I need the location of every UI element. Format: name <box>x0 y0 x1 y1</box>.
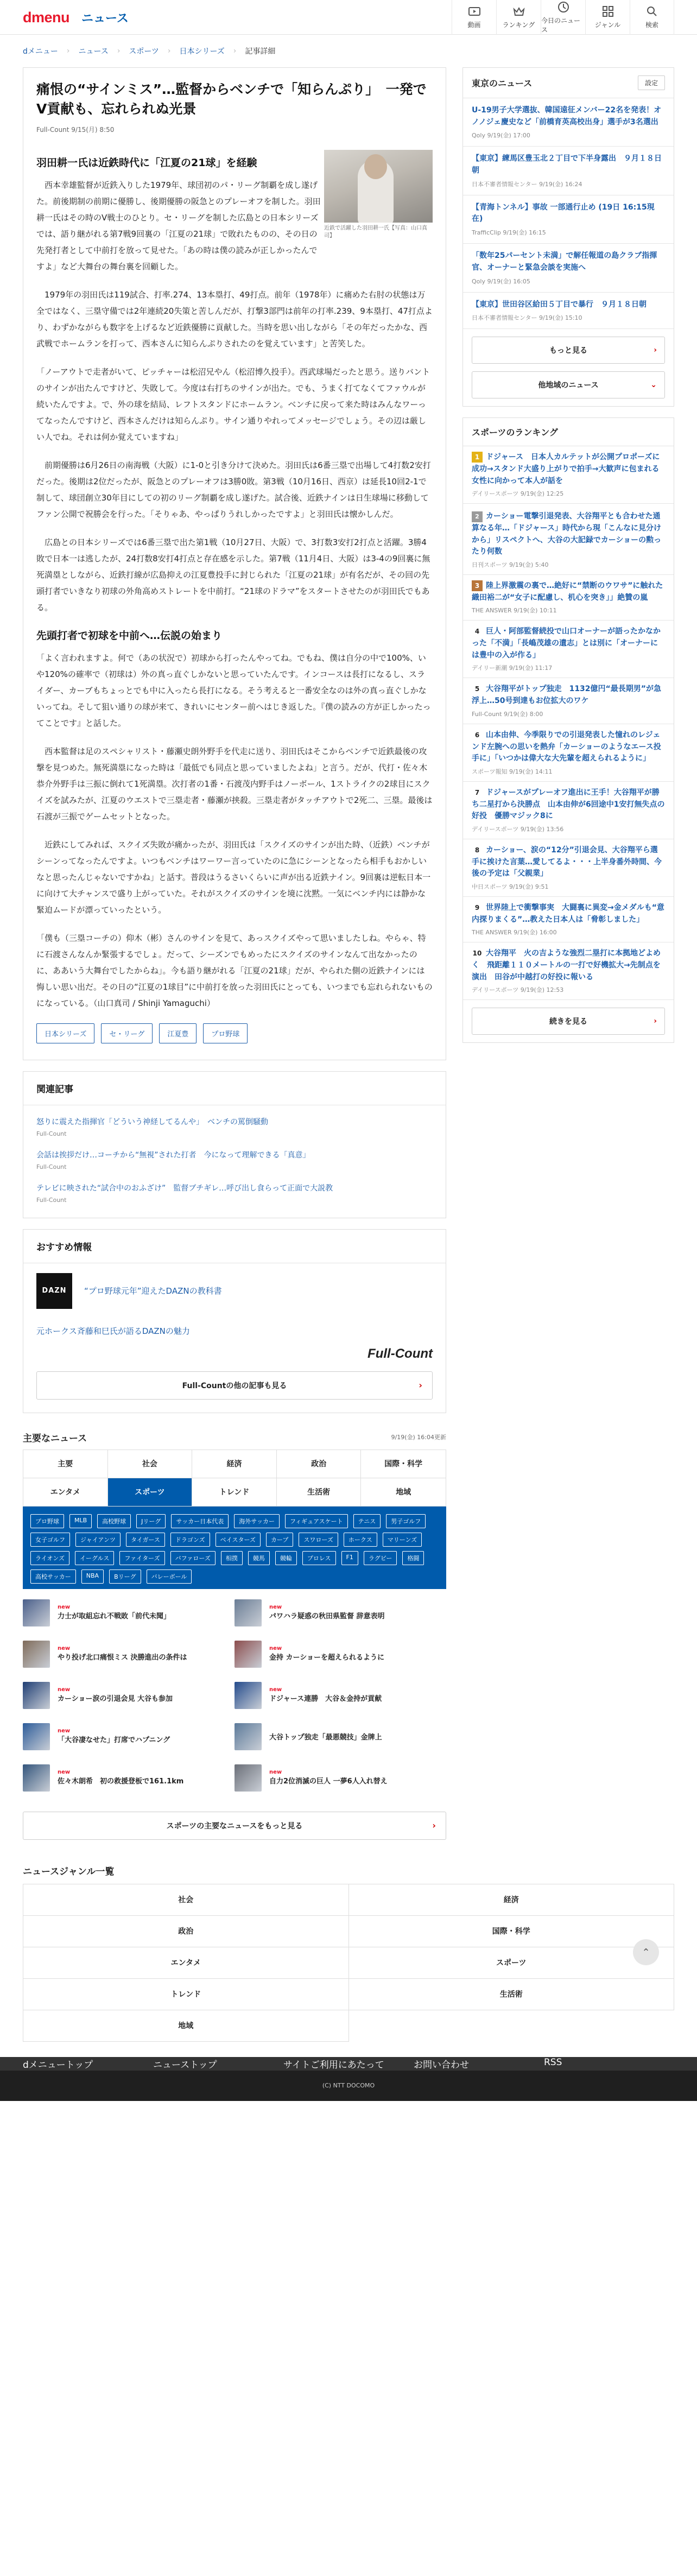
related-item[interactable] <box>36 1175 433 1208</box>
header-nav-label: 今日のニュース <box>541 16 581 34</box>
ranking-item[interactable] <box>463 724 674 782</box>
subcategory-chip[interactable]: 競馬 <box>248 1551 270 1565</box>
tab-lifestyle[interactable]: 生活術 <box>277 1478 362 1507</box>
button-label: Full-Countの他の記事も見る <box>182 1381 287 1390</box>
subcategory-chip[interactable]: カープ <box>266 1533 293 1547</box>
subcategory-chip[interactable]: バレーボール <box>147 1569 192 1584</box>
subcategory-chip[interactable]: ライオンズ <box>30 1551 69 1565</box>
news-item[interactable] <box>23 1634 235 1675</box>
region-setting-button[interactable]: 設定 <box>638 75 665 90</box>
news-item[interactable] <box>23 1716 235 1757</box>
ranking-source: デイリー新潮 9/19(金) 11:17 <box>472 664 553 672</box>
related-item[interactable] <box>36 1142 433 1175</box>
ranking-item[interactable] <box>463 839 674 897</box>
tokyo-news-title: 【青海トンネル】事故 一部通行止め (19日 16:15現在) <box>472 202 655 224</box>
news-title: 大谷トップ独走「最悪競技」金牌上 <box>269 1733 382 1742</box>
tokyo-news-item[interactable] <box>463 195 674 244</box>
article-paragraph: 近鉄にしてみれば、スクイズ失敗が痛かったが、羽田氏は「スクイズのサインが出た時、（近鉄）ベンチがシーンってなったんですよ。いつもベンチはワーワー言っていたのに急にシーンとなったら相手もおかしいなと思ったんじゃないですかね」と話す。普段はうるさいくらいに声が出る近鉄ナイン。9回裏は逆転日本一に向けて大チャンスで盛り上がっていた。それがスクイズのサインを境に沈黙。一気にベンチ内には静かな緊迫ムードが漂っていったという。 <box>36 839 431 915</box>
related-heading: 関連記事 <box>23 1072 446 1105</box>
video-icon <box>468 5 480 17</box>
button-label: スポーツの主要なニュースをもっと見る <box>166 1821 303 1831</box>
header-nav-label: ジャンル <box>594 21 621 29</box>
tokyo-news-source: TrafficClip 9/19(金) 16:15 <box>472 229 546 237</box>
related-title: 怒りに震えた指揮官「どういう神経してるんや」 ベンチの罵倒騒動 <box>36 1117 276 1126</box>
recommend-item[interactable]: 元ホークス斉藤和巳氏が語るDAZNの魅力 <box>36 1326 190 1336</box>
related-source: Full-Count <box>36 1196 67 1204</box>
full-count-logo: Full-Count <box>367 1346 433 1361</box>
news-thumbnail <box>235 1682 262 1709</box>
button-label: 続きを見る <box>549 1017 587 1027</box>
sports-more-button[interactable] <box>23 1812 446 1840</box>
new-badge: new <box>269 1687 282 1693</box>
subcategory-chip[interactable]: ジャイアンツ <box>75 1533 121 1547</box>
button-label: 他地域のニュース <box>538 381 599 390</box>
article-paragraph: 広島との日本シリーズでは6番三塁で出た第1戦（10月27日、大阪）で、3打数3安打2打点と活躍。3勝4敗で日本一は逃したが、24打数8安打4打点と存在感を示した。第7戦（11月4日、大阪）は3-4の9回裏に無死満塁としながら、近鉄打線が広島抑えの江夏豊投手に封じられた「江夏の21球」が有名だが、その回の先頭打者でいきなり初球の外角高めストレートを中前打。“21球のドラマ”をスタートさせたのが羽田氏でもある。 <box>36 537 430 612</box>
subcategory-chip[interactable]: イーグルス <box>75 1551 114 1565</box>
genre-link[interactable]: 国際・科学 <box>349 1916 675 1947</box>
new-badge: new <box>58 1687 71 1693</box>
subcategory-chip[interactable]: バファローズ <box>170 1551 216 1565</box>
full-count-more-button[interactable] <box>36 1371 433 1400</box>
chevron-right-icon: › <box>167 47 171 55</box>
ranking-source: デイリースポーツ 9/19(金) 13:56 <box>472 825 564 833</box>
subcategory-chip[interactable]: Jリーグ <box>136 1514 166 1528</box>
chevron-right-icon: › <box>654 1017 657 1026</box>
genre-list <box>23 1856 674 2042</box>
tab-international[interactable]: 国際・科学 <box>361 1450 446 1478</box>
dmenu-news-logo[interactable] <box>23 9 129 26</box>
chevron-right-icon: › <box>66 47 70 55</box>
header-nav-video[interactable] <box>452 0 496 35</box>
article-paragraph: 前期優勝は6月26日の南海戦（大阪）に1-0と引き分けて決めた。羽田氏は6番三塁で出場して4打数2安打だった。後期は2位だったが、阪急とのプレーオフは3勝0敗。第3戦（10月16日、西京）は延長10回2-1で制して、球団創立30年目にしての初のリーグ制覇を成し遂げた。試合後、近鉄ナインは日生球場に移動してファン公開で祝勝会を行った。「そりゃあ、やっぱりうれしかったですよ」と羽田氏は懐かしんだ。 <box>36 460 431 519</box>
genre-heading: ニュースジャンル一覧 <box>23 1866 115 1877</box>
subcategory-chip[interactable]: Bリーグ <box>109 1569 141 1584</box>
dazn-logo: DAZN <box>36 1273 72 1309</box>
ranking-item[interactable] <box>463 942 674 1000</box>
header-nav-label: 検索 <box>645 21 658 29</box>
global-header <box>0 0 697 35</box>
tokyo-news-item[interactable] <box>463 244 674 292</box>
news-title: ドジャース連勝 大谷＆金持が貢献 <box>269 1695 382 1703</box>
subcategory-chip[interactable]: フィギュアスケート <box>285 1514 348 1528</box>
tab-main[interactable]: 主要 <box>23 1450 108 1478</box>
ranking-item[interactable] <box>463 678 674 724</box>
news-thumbnail <box>235 1723 262 1750</box>
header-nav-search[interactable] <box>630 0 674 35</box>
rank-number: 10 <box>472 950 482 958</box>
ranking-heading: スポーツのランキング <box>472 427 558 438</box>
article-paragraph: 西本監督は足のスペシャリスト・藤瀬史朗外野手を代走に送り、羽田氏はそこからベンチで近鉄最後の攻撃を見つめた。無死満塁になった時は「最低でも同点と思っていましたよね」と言う。だが、代打・佐々木恭介外野手は三振に倒れて1死満塁。次打者の1番・石渡茂内野手はノーボール、1ストライクの2球目にスクイズを試みたが、江夏のウエストで三塁走者・藤瀬が挟殺。三塁走者がタッチアウトで2死二、三塁。最後は石渡が三振でゲームセットとなった。 <box>36 746 433 821</box>
article-paragraph: 「よく言われますよ。何で（あの状況で）初球から打ったんやってね。でもね、僕は自分の中で100%、いや120%の確率で（初球は）外の真っ直ぐしかないと思っていたんです。インコースは長打になるし、スライダー、カーブもちょっとでも中に入ったら長打になる。そう考えると一番安全なのは外の真っ直ぐしかないってね。そして狙い通りの球が来て、きれいにセンター前へはじき返した。『僕の読みの方が正しかったってことです』と話した。 <box>36 653 431 728</box>
tokyo-news-title: 【東京】世田谷区給田５丁目で暴行 ９月１８日朝 <box>472 300 647 309</box>
subcategory-chip[interactable]: F1 <box>341 1551 358 1565</box>
grid-icon <box>602 5 614 17</box>
news-title: カーショー涙の引退会見 大谷も参加 <box>58 1695 173 1703</box>
dmenu-logo: dmenu <box>23 9 70 26</box>
news-thumbnail <box>23 1682 50 1709</box>
tab-economy[interactable]: 経済 <box>192 1450 277 1478</box>
main-column <box>23 67 446 1843</box>
major-news <box>23 1423 446 1840</box>
news-thumbnail <box>23 1599 50 1626</box>
tokyo-more-button[interactable] <box>472 337 665 364</box>
news-thumbnail <box>23 1641 50 1668</box>
subcategory-chip[interactable]: 相撲 <box>221 1551 243 1565</box>
subcategory-chip[interactable]: 競輪 <box>275 1551 297 1565</box>
rank-number: 7 <box>474 788 480 796</box>
ranking-source: 日刊スポーツ 9/19(金) 5:40 <box>472 561 549 568</box>
chevron-down-icon: ⌄ <box>650 381 657 390</box>
crown-icon <box>513 5 525 17</box>
subcategory-chip[interactable]: テニス <box>353 1514 381 1528</box>
ranking-title: 7 ドジャースがプレーオフ進出に王手！大谷翔平が勝ち二星打から決勝点 山本由伸が6回途中1安打無失点の好投 優勝マジック8に <box>472 788 665 821</box>
breadcrumb-item-japan-series[interactable]: 日本シリーズ <box>179 47 225 56</box>
photo-image <box>324 150 433 223</box>
subcategory-chip[interactable]: ファイターズ <box>119 1551 164 1565</box>
ranking-item[interactable] <box>463 621 674 678</box>
subcategory-chip[interactable]: 高校サッカー <box>30 1569 76 1584</box>
related-source: Full-Count <box>36 1163 67 1170</box>
ranking-item[interactable] <box>463 504 674 575</box>
subcategory-chip[interactable]: マリーンズ <box>383 1533 422 1547</box>
rank-number: 1 <box>472 452 483 463</box>
sports-ranking <box>462 417 674 1043</box>
clock-icon <box>557 1 569 13</box>
news-item[interactable] <box>235 1716 446 1757</box>
genre-link[interactable]: エンタメ <box>23 1947 349 1979</box>
genre-link[interactable]: トレンド <box>23 1979 349 2010</box>
tokyo-news-title: 「数年25パーセント未満」で解任報道の島クラブ指揮官、オーナーと緊急会談を実施へ <box>472 251 657 272</box>
news-title: 「大谷凄なせた」打席でハプニング <box>58 1736 170 1744</box>
news-thumbnail <box>235 1641 262 1668</box>
tab-politics[interactable]: 政治 <box>277 1450 362 1478</box>
header-nav-label: 動画 <box>467 21 481 29</box>
news-item[interactable] <box>235 1592 446 1634</box>
subcategory-chip[interactable]: ホークス <box>344 1533 377 1547</box>
ranking-title: 6 山本由伸、今季限りでの引退発表した憧れのレジェンド左腕への思いを熱弁「カーショーのようなエース投手に」「いつかは偉大な大先輩を超えられるように」 <box>472 730 661 763</box>
news-section-title: ニュース <box>81 11 129 26</box>
ranking-item[interactable] <box>463 782 674 839</box>
back-to-top-button[interactable] <box>633 1939 659 1965</box>
subcategory-chip[interactable]: サッカー日本代表 <box>171 1514 229 1528</box>
chevron-right-icon: › <box>233 47 237 55</box>
ranking-source: THE ANSWER 9/19(金) 10:11 <box>472 607 557 615</box>
tab-sports[interactable]: スポーツ <box>108 1478 193 1507</box>
rank-number: 9 <box>474 904 480 912</box>
subcategory-chip[interactable]: プロ野球 <box>30 1514 64 1528</box>
subcategory-chip[interactable]: 海外サッカー <box>234 1514 280 1528</box>
tokyo-news-item[interactable] <box>463 147 674 195</box>
news-title: やり投げ北口痛恨ミス 決勝進出の条件は <box>58 1654 187 1662</box>
genre-link[interactable]: スポーツ <box>349 1947 675 1979</box>
subcategory-chip[interactable]: 男子ゴルフ <box>386 1514 426 1528</box>
article-subheading: 羽田耕一氏は近鉄時代に「江夏の21球」を経験 <box>36 156 257 169</box>
ranking-title: 3 陸上界激震の裏で…絶好に“禁断のウワサ”に触れた織田裕二が“女子に配慮し、机心を突き」」絶贊の嵐 <box>472 581 663 602</box>
news-category-tabs <box>23 1450 446 1507</box>
header-nav-label: ランキング <box>502 21 535 29</box>
news-title: パワハラ疑惑の秋田県監督 辞意表明 <box>269 1612 385 1621</box>
news-item[interactable] <box>23 1592 235 1634</box>
ranking-title: 2 カーショー電撃引退発表、大谷翔平とも合わせた通算なる年…「ドジャース」時代から現「こんなに見分けから」リスペクトへ、大谷の大記録でカーショーの勲ったり何数 <box>472 512 662 556</box>
subcategory-chip[interactable]: スワローズ <box>299 1533 338 1547</box>
chevron-up-icon: ⌃ <box>642 1946 650 1958</box>
subcategory-chip[interactable]: タイガース <box>126 1533 165 1547</box>
ranking-title: 5 大谷翔平がトップ独走 1132億円“最長期男”が急浮上…50号到達もお位拡大のワケ <box>472 685 661 706</box>
article-title: 痛恨の“サインミス”…監督からベンチで「知らんぷり」 一発でV貢献も、忘れられぬ光景 <box>36 81 427 117</box>
footer-link[interactable]: サイトご利用にあたって <box>283 2059 384 2071</box>
chevron-right-icon: › <box>654 346 657 355</box>
news-thumbnail <box>235 1764 262 1792</box>
major-news-updated: 9/19(金) 16:04更新 <box>391 1434 446 1441</box>
news-title: 佐々木朗希 初の救援登板で161.1km <box>58 1777 184 1786</box>
subcategory-chip[interactable]: ドラゴンズ <box>170 1533 210 1547</box>
ranking-title: 9 世界陸上で衝撃事実 大闘裏に異変→金メダルも“意内探りまくる”…教えた日本人は「脅彰しました」 <box>472 903 664 924</box>
chevron-right-icon: › <box>117 47 121 55</box>
tab-trend[interactable]: トレンド <box>192 1478 277 1507</box>
genre-link[interactable]: 社会 <box>23 1884 349 1916</box>
new-badge: new <box>269 1604 282 1610</box>
recommend-item[interactable] <box>36 1273 433 1309</box>
tokyo-news-item[interactable] <box>463 293 674 330</box>
tag-link[interactable]: 江夏豊 <box>159 1023 197 1043</box>
footer-link[interactable]: お問い合わせ <box>414 2059 469 2071</box>
tab-entertainment[interactable]: エンタメ <box>23 1478 108 1507</box>
news-item[interactable] <box>235 1675 446 1716</box>
tag-link[interactable]: 日本シリーズ <box>36 1023 94 1043</box>
breadcrumb <box>23 35 674 67</box>
header-nav <box>452 0 674 35</box>
new-badge: new <box>269 1769 282 1775</box>
rank-number: 6 <box>474 731 480 739</box>
tokyo-news-source: 日本不審者情報センター 9/19(金) 15:10 <box>472 314 582 322</box>
subcategory-chip[interactable]: 高校野球 <box>97 1514 131 1528</box>
tab-region[interactable]: 地域 <box>361 1478 446 1507</box>
footer-nav <box>23 2057 674 2071</box>
genre-grid <box>23 1884 674 2042</box>
genre-link[interactable]: 地域 <box>23 2010 349 2042</box>
article-subheading: 先頭打者で初球を中前へ…伝説の始まり <box>36 629 223 642</box>
related-item[interactable] <box>36 1109 433 1142</box>
rank-number: 3 <box>472 580 483 591</box>
ranking-item[interactable] <box>463 897 674 942</box>
breadcrumb-item-sports[interactable]: スポーツ <box>129 47 159 56</box>
header-nav-genre[interactable] <box>585 0 630 35</box>
recommend-heading: おすすめ情報 <box>23 1230 446 1263</box>
article-paragraph: 「ノーアウトで走者がいて、ピッチャーは松沼兄やん（松沼博久投手）。西武球場だったと思う。送りバントのサインが出たんですけど、失敗して。今度は右打ちのサインが出た。でも、うまく打てなくてファウルが続いたんですよ。で、外の球を結局、レフトスタンドにホームラン。ベンチに戻って来た時はみんなワーってなったんですけど、西本さんだけは知らんぷり。サイン通りやれってメッセージでしょう。その辺は厳しい人でね。それは何か覚えていますね」 <box>36 366 430 442</box>
button-label: もっと見る <box>549 346 587 356</box>
news-thumbnail <box>23 1723 50 1750</box>
recommend-title: “プロ野球元年”迎えたDAZNの教科書 <box>84 1286 222 1296</box>
footer-link[interactable]: dメニュートップ <box>23 2059 93 2071</box>
ranking-source: デイリースポーツ 9/19(金) 12:53 <box>472 986 564 994</box>
tokyo-news-source: Qoly 9/19(金) 16:05 <box>472 277 530 285</box>
article-photo[interactable] <box>324 150 433 287</box>
footer-link[interactable]: ニューストップ <box>153 2059 217 2071</box>
tokyo-news-heading: 東京のニュース <box>472 78 533 88</box>
rank-number: 2 <box>472 511 483 522</box>
ranking-item[interactable] <box>463 575 674 621</box>
search-icon <box>646 5 658 17</box>
ranking-source: 中日スポーツ 9/19(金) 9:51 <box>472 883 549 890</box>
news-item[interactable] <box>23 1757 235 1799</box>
sports-subcategory-chips <box>23 1507 446 1589</box>
subcategory-chip[interactable]: ベイスターズ <box>216 1533 261 1547</box>
tag-link[interactable]: プロ野球 <box>203 1023 248 1043</box>
subcategory-chip[interactable]: ラグビー <box>364 1551 397 1565</box>
header-nav-ranking[interactable] <box>496 0 541 35</box>
tag-link[interactable]: セ・リーグ <box>101 1023 153 1043</box>
news-thumbnail <box>235 1599 262 1626</box>
photo-caption: 近鉄で活躍した羽田耕一氏【写真：山口真司】 <box>324 225 427 239</box>
new-badge: new <box>269 1645 282 1651</box>
ranking-title: 8 カーショー、涙の“12分”引退会見、大谷翔平ら選手に挨けた言葉…愛してるよ・・・上半身番外時間、今後の予定は「父親業」 <box>472 845 662 878</box>
footer-link[interactable]: RSS <box>544 2056 562 2068</box>
new-badge: new <box>58 1769 71 1775</box>
new-badge: new <box>58 1604 71 1610</box>
rank-number: 8 <box>474 846 480 854</box>
rank-number: 5 <box>474 685 480 693</box>
ranking-source: デイリースポーツ 9/19(金) 12:25 <box>472 490 564 498</box>
sidebar <box>462 67 674 1043</box>
tokyo-news-source: 日本不審者情報センター 9/19(金) 16:24 <box>472 180 582 188</box>
new-badge: new <box>58 1645 71 1651</box>
news-item[interactable] <box>235 1634 446 1675</box>
subcategory-chip[interactable]: プロレス <box>302 1551 336 1565</box>
ranking-source: Full-Count 9/19(金) 8:00 <box>472 710 543 718</box>
tab-society[interactable]: 社会 <box>108 1450 193 1478</box>
news-title: 金持 カーショーを超えられるように <box>269 1654 385 1662</box>
ranking-title: 1 ドジャース 日本人カルテットが公開プロポーズに成功→スタンド大盛り上がりで拍手→大歓声に包まれる 女性に向かって本人が話を <box>472 453 667 485</box>
news-thumbnail <box>23 1764 50 1792</box>
article-paragraph: 「僕も（三塁コーチの）仰木（彬）さんのサインを見て、あっスクイズやって思いましたしね。やらゃ、特に石渡さんなんか緊張するでしょ。だって、シーズンでもめったにスクイズのサインなんて出なかったのに、ああいう大舞台でしたからね」。今も語り継がれる「江夏の21球」だが、やられた側の近鉄ナインには悔しい思い出だ。その日の“江夏の1球目”に中前打を放った羽田氏にとっても、いつまでも忘れられないものになっている。（山口真司 / Shinji Yamaguchi） <box>36 933 433 1008</box>
related-source: Full-Count <box>36 1130 67 1137</box>
subcategory-chip[interactable]: 女子ゴルフ <box>30 1533 70 1547</box>
subcategory-chip[interactable]: NBA <box>81 1569 104 1584</box>
news-title: 力士が取組忘れ不戦敗「前代未聞」 <box>58 1612 171 1621</box>
article <box>23 67 446 1060</box>
article-paragraph: 西本幸雄監督が近鉄入りした1979年、球団初のパ・リーグ制覇を成し遂げた。前後期制の前期に優勝し、後期優勝の阪急とのプレーオフを制した。羽田耕一氏はその時のV戦士のひとり。セ・リーグを制した広島との日本シリーズでは、語り継がれる第7戦9回裏の「江夏の21球」で敗れたものの、その日の先発打者として中前打を放って見せた。「あの時は僕の読みが正しかったんですよ」など大舞台の舞台裏を回顧した。 <box>36 180 321 271</box>
genre-link[interactable]: 政治 <box>23 1916 349 1947</box>
new-badge: new <box>58 1728 71 1734</box>
article-meta: Full-Count 9/15(月) 8:50 <box>36 125 115 134</box>
breadcrumb-item-dmenu[interactable]: dメニュー <box>23 47 58 56</box>
other-region-button[interactable] <box>472 371 665 398</box>
breadcrumb-current: 記事詳細 <box>245 47 276 56</box>
genre-link[interactable]: 経済 <box>349 1884 675 1916</box>
ranking-title: 4 巨人・阿部監督続投で山口オーナーが語ったかなかった「不満」「長嶋茂雄の遺志」とは別に「オーナーには豊中の入が作る」 <box>472 627 661 660</box>
ranking-title: 10 大谷翔平 火の吉ような強烈二塁打に本拠地どよめく 飛距離１１０メートルの一打で好機拡大→先制点を演出 田谷が中越打の好投に報いる <box>472 949 661 982</box>
copyright: (C) NTT DOCOMO <box>0 2071 697 2101</box>
tokyo-news-title: U-19男子大学選抜、韓国遠征メンバー22名を発表！オノノジェ慶史など「前橋育英高校出身」選手が3名選出 <box>472 106 662 126</box>
news-title: 自力2位消滅の巨人 一夢6人入れ替え <box>269 1777 388 1786</box>
ranking-source: THE ANSWER 9/19(金) 16:00 <box>472 929 557 936</box>
tokyo-news <box>462 67 674 407</box>
tokyo-news-title: 【東京】練馬区豊玉北２丁目で下半身露出 ９月１８日朝 <box>472 154 662 175</box>
genre-link[interactable]: 生活術 <box>349 1979 675 2010</box>
major-news-heading: 主要なニュース <box>23 1433 87 1444</box>
news-item[interactable] <box>23 1675 235 1716</box>
ranking-source: スポーツ報知 9/19(金) 14:11 <box>472 768 553 775</box>
chevron-right-icon: › <box>432 1820 436 1831</box>
header-nav-today[interactable] <box>541 0 585 35</box>
ranking-more-button[interactable] <box>472 1008 665 1035</box>
chevron-right-icon: › <box>419 1380 422 1390</box>
article-paragraph: 1979年の羽田氏は119試合、打率.274、13本塁打、49打点。前年（1978年）に痛めた右肘の状態は万全ではなく、三塁守備では2年連続20失策と苦しんだが、打撃3部門は前年の打率.239、9本塁打、47打点より、わずかながらも数字を上げるなど近鉄優勝に貢献した。当時を思い出しながら「その年だったかな、西武戦でホームランを打って、西本さんに知らんぷりされたのを覚えています」と苦笑した。 <box>36 289 433 349</box>
rank-number: 4 <box>474 628 480 636</box>
tokyo-news-item[interactable] <box>463 98 674 147</box>
related-title: 会話は挨拶だけ…コーチから“無視”された打者 今になって理解できる「真意」 <box>36 1150 311 1160</box>
article-tags <box>36 1023 433 1043</box>
sports-news-grid <box>23 1589 446 1802</box>
news-item[interactable] <box>235 1757 446 1799</box>
related-articles <box>23 1071 446 1218</box>
ranking-item[interactable] <box>463 446 674 504</box>
breadcrumb-item-news[interactable]: ニュース <box>78 47 109 56</box>
related-title: テレビに映された“試合中のおふざけ” 監督ブチギレ…呼び出し食らって正面で大説教 <box>36 1183 333 1193</box>
tokyo-news-source: Qoly 9/19(金) 17:00 <box>472 132 530 140</box>
footer <box>0 2057 697 2101</box>
subcategory-chip[interactable]: MLB <box>69 1514 92 1528</box>
recommendations <box>23 1229 446 1413</box>
subcategory-chip[interactable]: 格闘 <box>402 1551 424 1565</box>
